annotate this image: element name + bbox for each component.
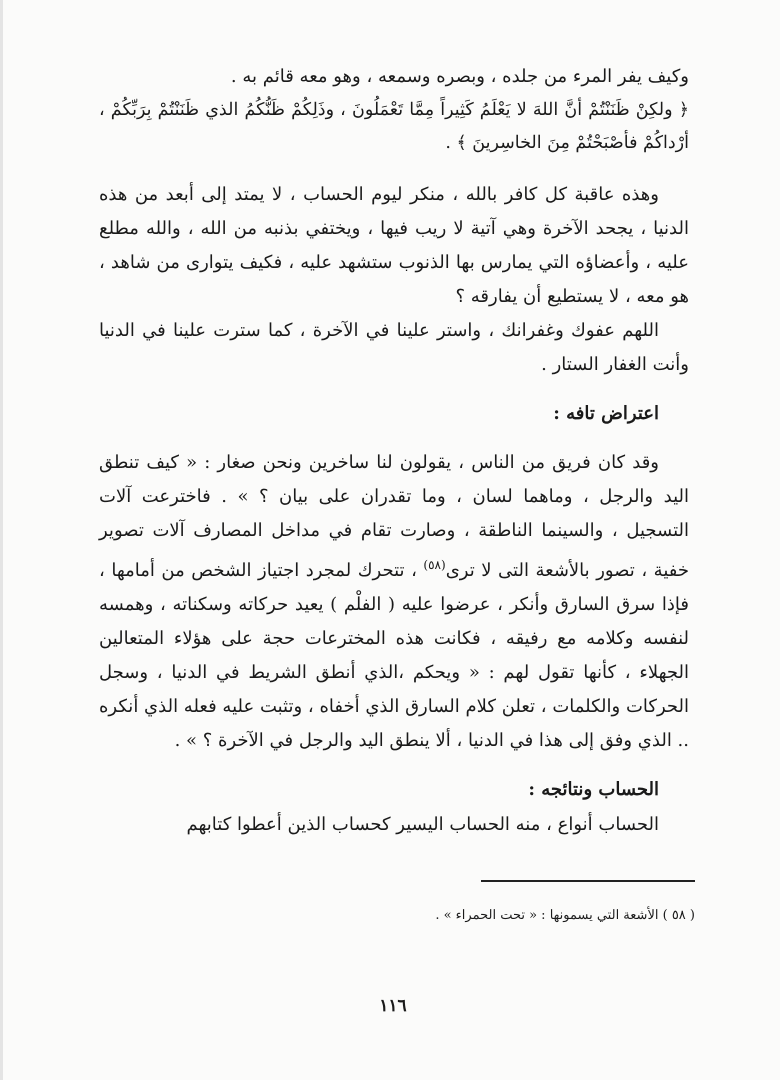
paragraph-prayer: اللهم عفوك وغفرانك ، واستر علينا في الآخرة ، كما سترت علينا في الدنيا وأنت الغفار الستار . <box>99 320 689 375</box>
paragraph-objection <box>99 446 689 758</box>
footnote-divider <box>481 880 695 882</box>
heading-objection: اعتراض تافه : <box>553 403 659 424</box>
page-number: ١١٦ <box>379 996 407 1016</box>
objection-text-part2: ، تتحرك لمجرد اجتياز الشخص من أمامها ، فإذا سرق السارق وأنكر ، عرضوا عليه ( الفلْم ) يعيد حركاته وسكناته ، وهمسه لنفسه وكلامه مع رفيقه ، فكانت هذه المخترعات حجة على هؤلاء المتعالين الجهلاء ، كأنها تقول لهم : « ويحكم ،الذي أنطق الشريط في الدنيا ، وسجل الحركات والكلمات ، تعلن كلام السارق الذي أخفاه ، وتثبت عليه فعله الذي أنكره .. الذي وفق إلى هذا في الدنيا ، ألا ينطق اليد والرجل في الآخرة ؟ » . <box>99 560 689 751</box>
footnote-reference: (٥٨) <box>423 558 446 572</box>
footnote: ( ٥٨ ) الأشعة التي يسمونها : « تحت الحمراء » . <box>435 908 695 923</box>
quran-verse: ﴿ ولكِنْ ظَنَنْتُمْ أنَّ اللهَ لا يَعْلَمُ كَثِيراً مِمَّا تَعْمَلُونَ ، وذَلِكُمْ ظَنُّكُمُ الذي ظَنَنْتُمْ بِرَبِّكُمْ ، أرْداكُمْ فأصْبَحْتُمْ مِنَ الخاسِرينَ ﴾ . <box>99 100 689 153</box>
heading-reckoning: الحساب ونتائجه : <box>528 779 659 800</box>
opening-line: وكيف يفر المرء من جلده ، وبصره وسمعه ، وهو معه قائم به . <box>230 66 689 87</box>
paragraph-reckoning: الحساب أنواع ، منه الحساب اليسير كحساب الذين أعطوا كتابهم <box>186 814 659 835</box>
page-body <box>99 60 689 842</box>
objection-text-part1: وقد كان فريق من الناس ، يقولون لنا ساخرين ونحن صغار : « كيف تنطق اليد والرجل ، وماهما لسان ، وما تقدران على بيان ؟ » . فاخترعت آلات التسجيل ، والسينما الناطقة ، وصارت تقام في مداخل المصارف آلات تصوير خفية ، تصور بالأشعة التى لا ترى <box>99 452 689 581</box>
paragraph-consequence: وهذه عاقبة كل كافر بالله ، منكر ليوم الحساب ، لا يمتد إلى أبعد من هذه الدنيا ، يجحد الآخرة وهي آتية لا ريب فيها ، ويختفي بذنبه من الله ، والله مطلع عليه ، وأعضاؤه التي يمارس بها الذنوب ستشهد عليه ، فكيف يتوارى من شاهد ، هو معه ، لا يستطيع أن يفارقه ؟ <box>99 184 689 307</box>
